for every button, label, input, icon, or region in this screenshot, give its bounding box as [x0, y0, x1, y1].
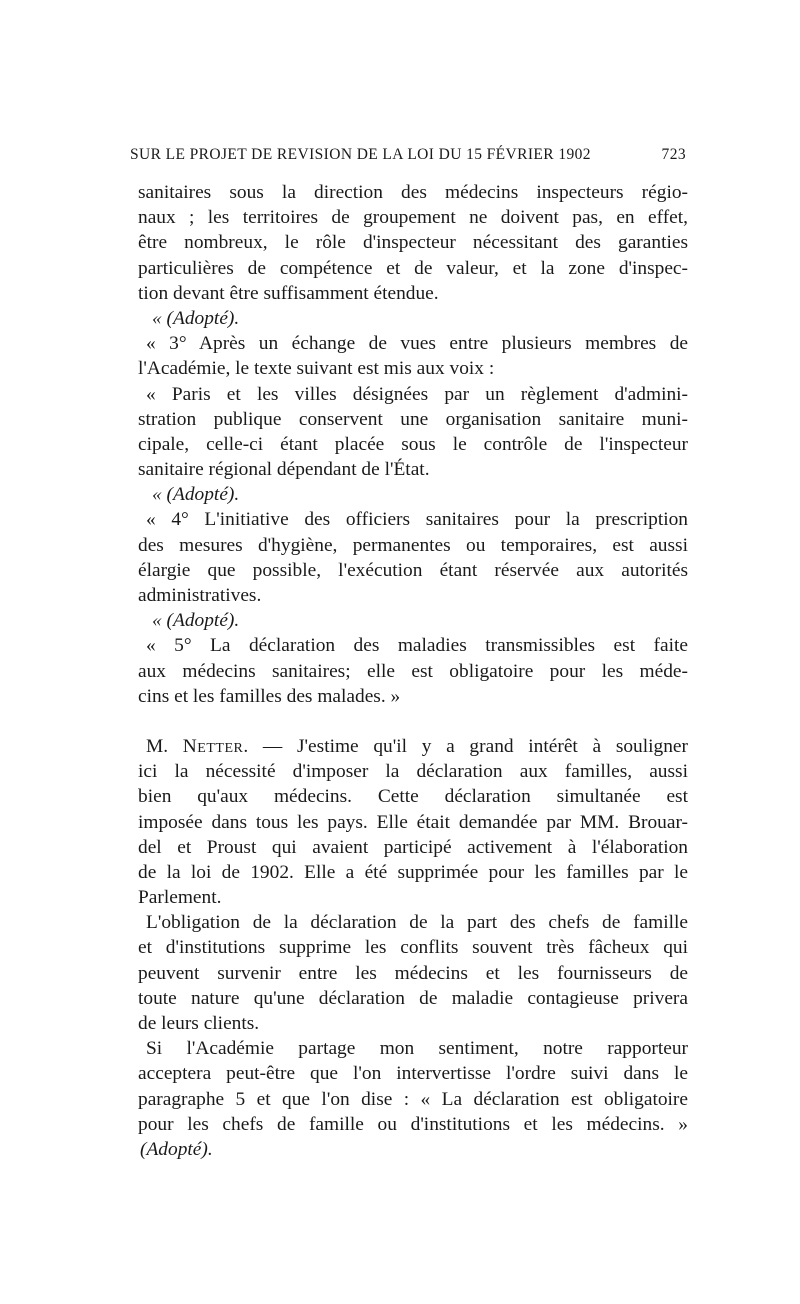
- text-line: des mesures d'hygiène, permanentes ou temporaires, est aussi: [138, 534, 688, 556]
- text-line: tion devant être suffisamment étendue.: [138, 282, 439, 304]
- text-line: cipale, celle-ci étant placée sous le contrôle de l'inspecteur: [138, 433, 688, 455]
- text-line: sanitaires sous la direction des médecins inspecteurs régio-: [138, 182, 688, 203]
- text-line: être nombreux, le rôle d'inspecteur nécessitant des garanties: [138, 232, 688, 254]
- text-line: del et Proust qui avaient participé activement à l'élaboration: [138, 836, 688, 858]
- body-text: [138, 180, 688, 1162]
- paragraph-article-3: [138, 331, 688, 381]
- paragraph-article-5: [138, 633, 688, 709]
- text-line: bien qu'aux médecins. Cette déclaration simultanée est: [138, 786, 688, 808]
- adopted-note-final: (Adopté).: [140, 1138, 213, 1160]
- paragraph-paris: [138, 382, 688, 483]
- adopted-note: « (Adopté).: [152, 610, 240, 632]
- text-line: « 4° L'initiative des officiers sanitaires pour la prescription: [146, 509, 688, 531]
- paragraph-proposal: [138, 1036, 688, 1137]
- running-title: SUR LE PROJET DE REVISION DE LA LOI DU 15 FÉVRIER 1902: [130, 146, 591, 163]
- text-line: Si l'Académie partage mon sentiment, notre rapporteur: [146, 1038, 688, 1060]
- text-line: naux ; les territoires de groupement ne doivent pas, en effet,: [138, 207, 688, 229]
- text-line: aux médecins sanitaires; elle est obligatoire pour les méde-: [138, 660, 688, 682]
- page-number: 723: [661, 146, 686, 163]
- text-line: imposée dans tous les pays. Elle était demandée par MM. Brouar-: [138, 811, 688, 833]
- text-line: Parlement.: [138, 887, 222, 909]
- paragraph-continuation: [138, 180, 688, 306]
- text-line: « 3° Après un échange de vues entre plusieurs membres de: [146, 333, 688, 355]
- adopted-note: « (Adopté).: [152, 307, 240, 329]
- text-line: ici la nécessité d'imposer la déclaration aux familles, aussi: [138, 761, 688, 783]
- paragraph-netter: [138, 734, 688, 910]
- text-line: de la loi de 1902. Elle a été supprimée pour les familles par le: [138, 861, 688, 883]
- text-line: paragraphe 5 et que l'on dise : « La déclaration est obligatoire: [138, 1088, 688, 1110]
- section-gap: [138, 709, 688, 734]
- text-line: l'Académie, le texte suivant est mis aux voix :: [138, 358, 495, 380]
- paragraph-obligation: [138, 910, 688, 1036]
- speaker-name: Netter: [182, 735, 244, 757]
- text-line: stration publique conservent une organisation sanitaire muni-: [138, 408, 688, 430]
- text-line: administratives.: [138, 585, 262, 606]
- text-line: de leurs clients.: [138, 1013, 260, 1034]
- text-line: particulières de compétence et de valeur, et la zone d'inspec-: [138, 257, 688, 279]
- text-line: toute nature qu'une déclaration de maladie contagieuse privera: [138, 987, 688, 1009]
- paragraph-article-4: [138, 507, 688, 608]
- speaker-line-rest: . — J'estime qu'il y a grand intérêt à souligner: [243, 735, 688, 757]
- speaker-prefix: M.: [146, 735, 169, 757]
- text-line: et d'institutions supprime les conflits souvent très fâcheux qui: [138, 937, 688, 959]
- text-line: sanitaire régional dépendant de l'État.: [138, 459, 430, 481]
- text-line: « Paris et les villes désignées par un règlement d'admini-: [146, 383, 688, 405]
- text-line: [138, 734, 688, 759]
- text-line: L'obligation de la déclaration de la part des chefs de famille: [146, 912, 688, 934]
- adopted-note: « (Adopté).: [152, 484, 240, 506]
- text-line: « 5° La déclaration des maladies transmissibles est faite: [146, 635, 688, 657]
- text-line: pour les chefs de famille ou d'institutions et les médecins. »: [138, 1113, 688, 1135]
- text-line: acceptera peut-être que l'on intervertisse l'ordre suivi dans le: [138, 1063, 688, 1085]
- text-line: élargie que possible, l'exécution étant réservée aux autorités: [138, 559, 688, 581]
- text-line: cins et les familles des malades. »: [138, 685, 401, 707]
- text-line: peuvent survenir entre les médecins et les fournisseurs de: [138, 962, 688, 984]
